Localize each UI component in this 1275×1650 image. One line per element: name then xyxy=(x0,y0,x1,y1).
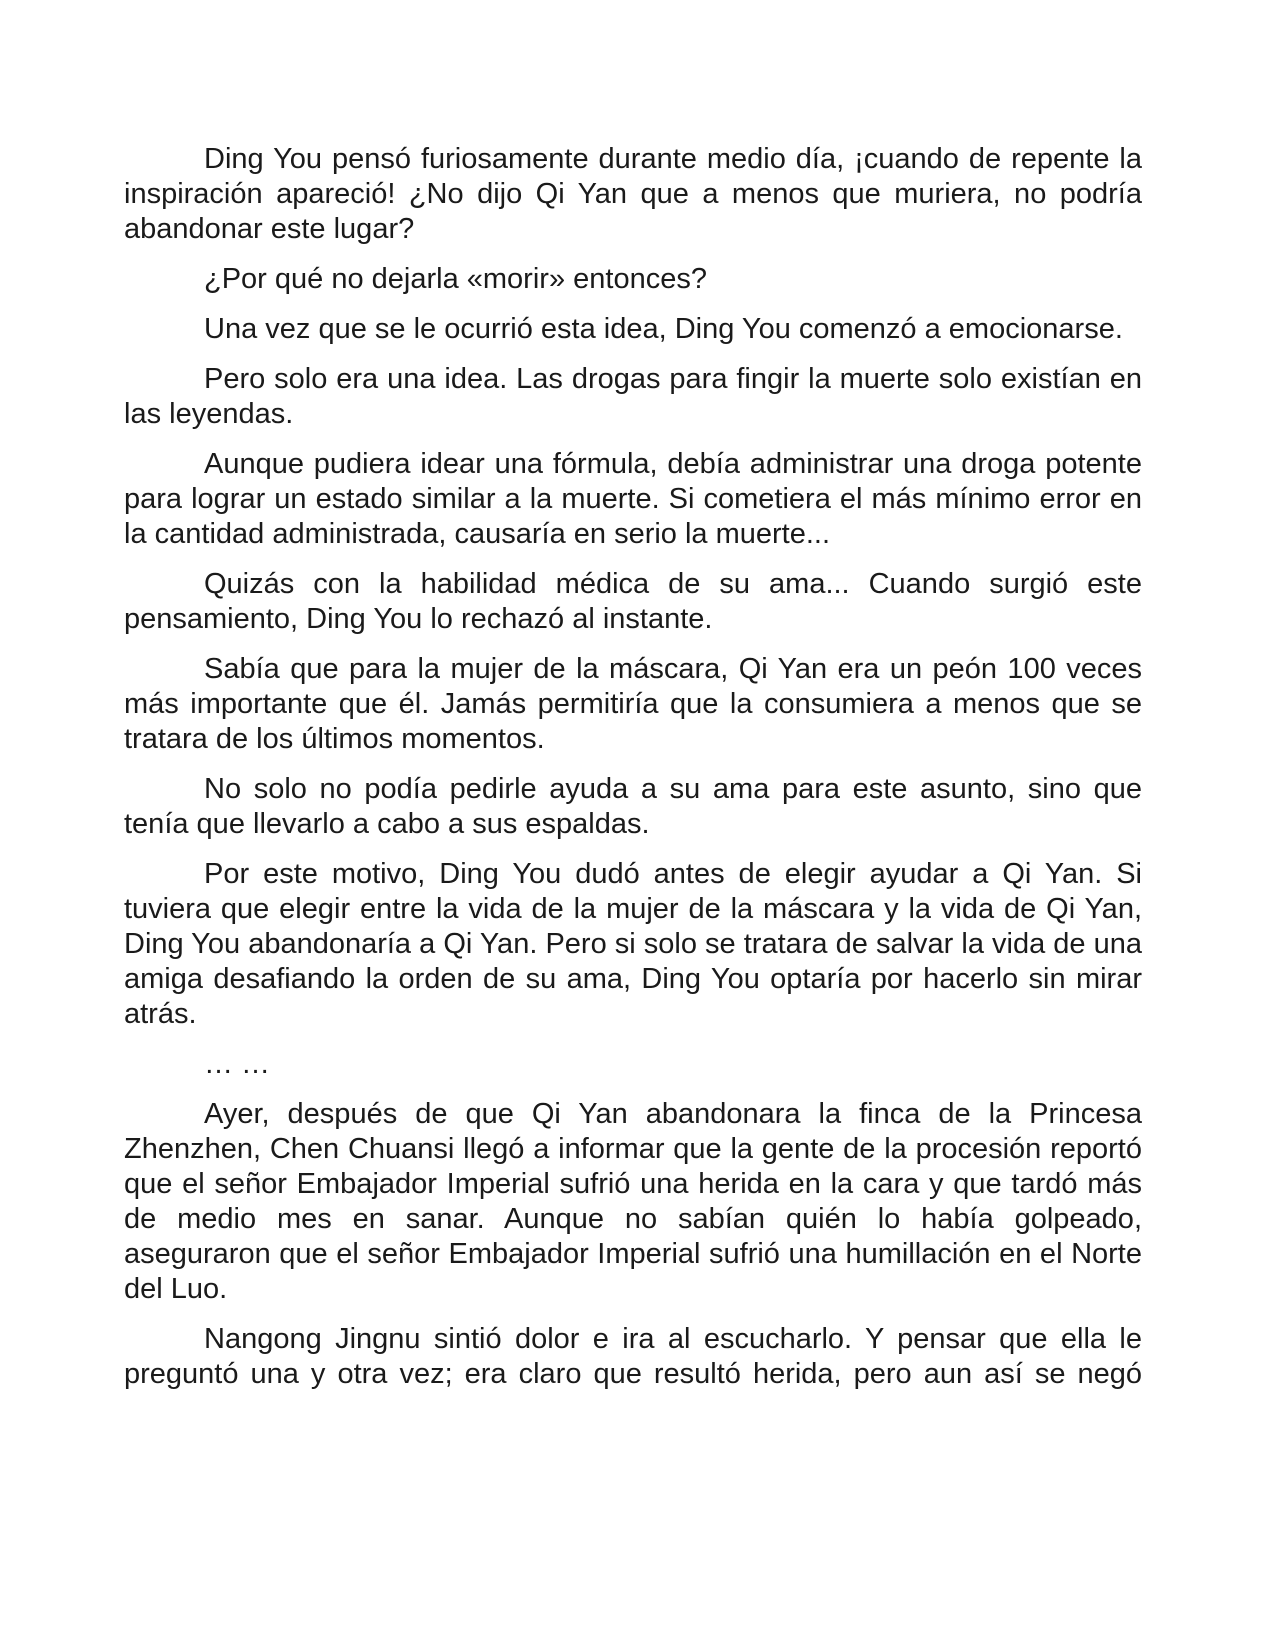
scene-break: … … xyxy=(204,1048,271,1080)
paragraph: ¿Por qué no dejarla «morir» entonces? xyxy=(204,263,707,295)
paragraph: Ayer, después de que Qi Yan abandonara la finca de la Princesa Zhenzhen, Chen Chuansi llegó a informar que la gente de la procesión reportó que el señor Embajador Imperial sufrió una herida en la cara y que tardó más de medio mes en sanar. Aunque no sabían quién lo había golpeado, aseguraron que el señor Embajador Imperial sufrió una humillación en el Norte del Luo. xyxy=(124,1098,1142,1305)
paragraph: Aunque pudiera idear una fórmula, debía administrar una droga potente para lograr un estado similar a la muerte. Si cometiera el más mínimo error en la cantidad administrada, causaría en serio la muerte... xyxy=(124,448,1142,550)
paragraph: Por este motivo, Ding You dudó antes de elegir ayudar a Qi Yan. Si tuviera que elegir entre la vida de la mujer de la máscara y la vida de Qi Yan, Ding You abandonaría a Qi Yan. Pero si solo se tratara de salvar la vida de una amiga desafiando la orden de su ama, Ding You optaría por hacerlo sin mirar atrás. xyxy=(124,858,1142,1030)
paragraph: No solo no podía pedirle ayuda a su ama para este asunto, sino que tenía que llevarlo a cabo a sus espaldas. xyxy=(124,773,1142,840)
paragraph: Quizás con la habilidad médica de su ama... Cuando surgió este pensamiento, Ding You lo rechazó al instante. xyxy=(124,568,1142,635)
paragraph: Sabía que para la mujer de la máscara, Qi Yan era un peón 100 veces más importante que él. Jamás permitiría que la consumiera a menos que se tratara de los últimos momentos. xyxy=(124,653,1142,755)
document-page xyxy=(124,142,1142,1407)
paragraph: Ding You pensó furiosamente durante medio día, ¡cuando de repente la inspiración apareció! ¿No dijo Qi Yan que a menos que muriera, no podría abandonar este lugar? xyxy=(124,143,1142,245)
paragraph: Una vez que se le ocurrió esta idea, Ding You comenzó a emocionarse. xyxy=(204,313,1123,345)
paragraph: Nangong Jingnu sintió dolor e ira al escucharlo. Y pensar que ella le preguntó una y otra vez; era claro que resultó herida, pero aun así se negó xyxy=(124,1323,1142,1390)
paragraph: Pero solo era una idea. Las drogas para fingir la muerte solo existían en las leyendas. xyxy=(124,363,1142,430)
